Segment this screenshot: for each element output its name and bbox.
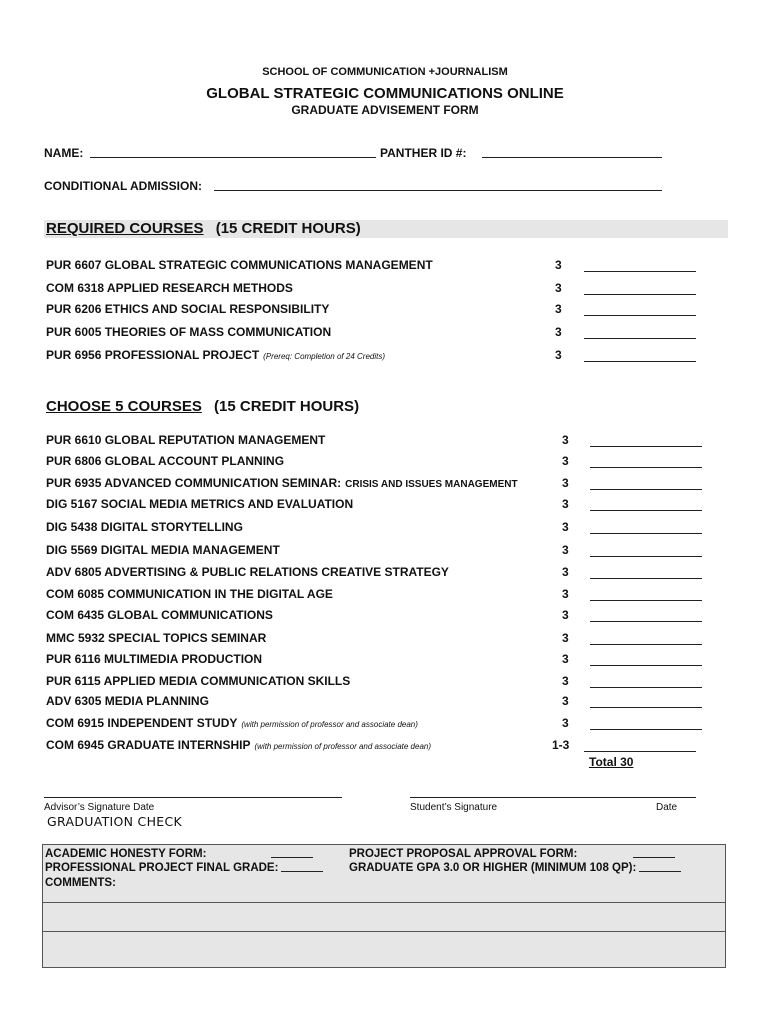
graduation-check-box xyxy=(42,844,726,968)
course-credits: 3 xyxy=(562,631,569,645)
elective-courses-title: CHOOSE 5 COURSES xyxy=(46,398,202,415)
course-credits: 3 xyxy=(562,694,569,708)
name-field[interactable] xyxy=(90,147,376,158)
course-grade-blank[interactable] xyxy=(590,578,702,579)
panther-id-label: PANTHER ID #: xyxy=(380,146,467,160)
course-row xyxy=(46,476,518,490)
course-row xyxy=(46,520,243,534)
graduation-check-title: GRADUATION CHECK xyxy=(47,814,183,829)
course-name: MMC 5932 SPECIAL TOPICS SEMINAR xyxy=(46,631,267,645)
course-grade-blank[interactable] xyxy=(590,687,702,688)
course-credits: 3 xyxy=(555,302,562,316)
course-row xyxy=(46,281,293,295)
course-name: DIG 5569 DIGITAL MEDIA MANAGEMENT xyxy=(46,543,280,557)
form-title: GRADUATE ADVISEMENT FORM xyxy=(291,103,479,117)
course-grade-blank[interactable] xyxy=(590,621,702,622)
course-grade-blank[interactable] xyxy=(590,467,702,468)
final-grade-blank[interactable] xyxy=(281,871,323,872)
course-credits: 3 xyxy=(562,716,569,730)
advisor-signature-label: Advisor’s Signature Date xyxy=(44,802,155,813)
gpa-blank[interactable] xyxy=(639,871,681,872)
course-credits: 3 xyxy=(562,520,569,534)
name-label: NAME: xyxy=(44,146,84,160)
course-row xyxy=(46,738,431,752)
course-row xyxy=(46,694,209,708)
course-grade-blank[interactable] xyxy=(590,556,702,557)
required-courses-hours: (15 CREDIT HOURS) xyxy=(215,220,361,237)
course-grade-blank[interactable] xyxy=(590,446,702,447)
honesty-form-label: ACADEMIC HONESTY FORM: xyxy=(45,848,207,860)
course-row xyxy=(46,674,350,688)
comments-line-2[interactable] xyxy=(43,931,725,932)
course-row xyxy=(46,325,331,339)
student-signature-label: Student’s Signature xyxy=(410,802,498,813)
course-grade-blank[interactable] xyxy=(590,665,702,666)
panther-id-field[interactable] xyxy=(482,147,662,158)
elective-courses-heading xyxy=(44,398,359,416)
course-grade-blank[interactable] xyxy=(590,533,702,534)
course-name: DIG 5438 DIGITAL STORYTELLING xyxy=(46,520,243,534)
course-credits: 3 xyxy=(562,476,569,490)
course-credits: 3 xyxy=(562,565,569,579)
course-grade-blank[interactable] xyxy=(584,338,696,339)
course-grade-blank[interactable] xyxy=(590,644,702,645)
proposal-form-label: PROJECT PROPOSAL APPROVAL FORM: xyxy=(349,848,578,860)
course-name: PUR 6956 PROFESSIONAL PROJECT xyxy=(46,348,260,362)
course-credits: 3 xyxy=(562,454,569,468)
course-row xyxy=(46,543,280,557)
course-row xyxy=(46,565,449,579)
course-name: COM 6085 COMMUNICATION IN THE DIGITAL AGE xyxy=(46,587,333,601)
course-row xyxy=(46,258,433,272)
course-grade-blank[interactable] xyxy=(590,600,702,601)
course-credits: 3 xyxy=(562,433,569,447)
conditional-admission-field[interactable] xyxy=(214,180,662,191)
course-credits: 3 xyxy=(562,652,569,666)
required-courses-heading xyxy=(44,220,728,238)
course-note: (Prereq: Completion of 24 Credits) xyxy=(263,352,385,361)
course-name: PUR 6806 GLOBAL ACCOUNT PLANNING xyxy=(46,454,285,468)
course-credits: 3 xyxy=(555,325,562,339)
honesty-form-blank[interactable] xyxy=(271,857,313,858)
course-credits: 3 xyxy=(562,587,569,601)
course-grade-blank[interactable] xyxy=(584,751,696,752)
course-row xyxy=(46,587,333,601)
course-grade-blank[interactable] xyxy=(584,361,696,362)
course-grade-blank[interactable] xyxy=(590,729,702,730)
course-row xyxy=(46,631,266,645)
course-row xyxy=(46,348,385,362)
comments-label: COMMENTS: xyxy=(45,877,116,889)
course-name: COM 6945 GRADUATE INTERNSHIP xyxy=(46,738,251,752)
course-name: PUR 6935 ADVANCED COMMUNICATION SEMINAR: xyxy=(46,476,342,490)
course-name: ADV 6305 MEDIA PLANNING xyxy=(46,694,209,708)
course-name: PUR 6610 GLOBAL REPUTATION MANAGEMENT xyxy=(46,433,326,447)
course-name: DIG 5167 SOCIAL MEDIA METRICS AND EVALUATION xyxy=(46,497,354,511)
total-credits: Total 30 xyxy=(589,755,634,769)
course-row xyxy=(46,433,325,447)
course-name: PUR 6607 GLOBAL STRATEGIC COMMUNICATIONS MANAGEMENT xyxy=(46,258,433,272)
course-name: COM 6318 APPLIED RESEARCH METHODS xyxy=(46,281,293,295)
required-courses-title: REQUIRED COURSES xyxy=(46,220,204,237)
course-credits: 1-3 xyxy=(552,738,570,752)
course-name: PUR 6116 MULTIMEDIA PRODUCTION xyxy=(46,652,263,666)
course-name: COM 6915 INDEPENDENT STUDY xyxy=(46,716,238,730)
course-note: (with permission of professor and associate dean) xyxy=(241,720,418,729)
course-row xyxy=(46,302,329,316)
date-label: Date xyxy=(656,802,678,813)
course-name: ADV 6805 ADVERTISING & PUBLIC RELATIONS CREATIVE STRATEGY xyxy=(46,565,449,579)
course-credits: 3 xyxy=(555,258,562,272)
course-credits: 3 xyxy=(562,674,569,688)
final-grade-label: PROFESSIONAL PROJECT FINAL GRADE: xyxy=(45,862,279,874)
course-note: (with permission of professor and associate dean) xyxy=(254,742,432,751)
course-credits: 3 xyxy=(562,497,569,511)
course-grade-blank[interactable] xyxy=(590,489,702,490)
comments-line-1[interactable] xyxy=(43,902,725,903)
course-row xyxy=(46,497,353,511)
course-row xyxy=(46,652,262,666)
school-name: SCHOOL OF COMMUNICATION +JOURNALISM xyxy=(262,66,508,78)
course-name: PUR 6206 ETHICS AND SOCIAL RESPONSIBILITY xyxy=(46,302,330,316)
course-name: COM 6435 GLOBAL COMMUNICATIONS xyxy=(46,608,273,622)
course-credits: 3 xyxy=(555,281,562,295)
conditional-admission-label: CONDITIONAL ADMISSION: xyxy=(44,179,202,193)
course-subtitle: CRISIS AND ISSUES MANAGEMENT xyxy=(345,479,518,490)
course-credits: 3 xyxy=(562,608,569,622)
student-signature-line[interactable] xyxy=(410,797,696,798)
proposal-form-blank[interactable] xyxy=(633,857,675,858)
course-grade-blank[interactable] xyxy=(590,510,702,511)
course-name: PUR 6115 APPLIED MEDIA COMMUNICATION SKILLS xyxy=(46,674,351,688)
course-grade-blank[interactable] xyxy=(584,271,696,272)
course-row xyxy=(46,454,284,468)
course-grade-blank[interactable] xyxy=(590,707,702,708)
course-credits: 3 xyxy=(562,543,569,557)
gpa-label: GRADUATE GPA 3.0 OR HIGHER (MINIMUM 108 QP): xyxy=(349,862,637,874)
course-grade-blank[interactable] xyxy=(584,294,696,295)
course-row xyxy=(46,608,273,622)
course-grade-blank[interactable] xyxy=(584,315,696,316)
advisor-signature-line[interactable] xyxy=(44,797,342,798)
course-credits: 3 xyxy=(555,348,562,362)
program-title: GLOBAL STRATEGIC COMMUNICATIONS ONLINE xyxy=(206,85,564,102)
course-row xyxy=(46,716,418,730)
elective-courses-hours: (15 CREDIT HOURS) xyxy=(214,398,360,415)
course-name: PUR 6005 THEORIES OF MASS COMMUNICATION xyxy=(46,325,332,339)
